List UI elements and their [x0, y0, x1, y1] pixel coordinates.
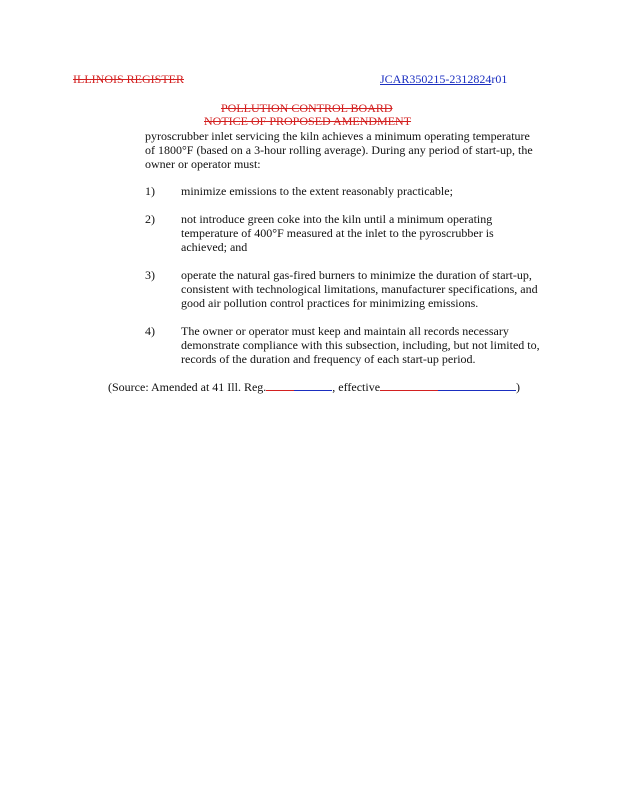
- source-prefix: (Source: Amended at 41 Ill. Reg.: [108, 380, 267, 394]
- intro-line-2: of 1800°F (based on a 3-hour rolling average). During any period of start-up, the: [145, 143, 533, 157]
- blank-underline: [294, 380, 332, 391]
- jcar-code-suffix: r01: [491, 72, 508, 86]
- register-header: ILLINOIS REGISTER: [73, 72, 184, 86]
- intro-line-3: owner or operator must:: [145, 157, 261, 171]
- source-note: [108, 380, 520, 395]
- intro-line-1: pyroscrubber inlet servicing the kiln achieves a minimum operating temperature: [145, 129, 530, 143]
- source-middle: , effective: [332, 380, 381, 394]
- blank-underline: [266, 380, 294, 391]
- item-line: consistent with technological limitations, manufacturer specifications, and: [181, 282, 538, 296]
- item-number: 1): [145, 184, 155, 198]
- item-number: 3): [145, 268, 155, 282]
- item-line: good air pollution control practices for minimizing emissions.: [181, 296, 479, 310]
- item-line: minimize emissions to the extent reasonably practicable;: [181, 184, 453, 198]
- blank-underline: [438, 380, 516, 391]
- item-line: demonstrate compliance with this subsection, including, but not limited to,: [181, 338, 540, 352]
- jcar-code-main: JCAR350215-2312824: [380, 72, 492, 86]
- item-line: records of the duration and frequency of each start-up period.: [181, 352, 476, 366]
- source-end: ): [516, 380, 521, 394]
- item-line: not introduce green coke into the kiln until a minimum operating: [181, 212, 493, 226]
- item-line: operate the natural gas-fired burners to minimize the duration of start-up,: [181, 268, 532, 282]
- jcar-code: [380, 72, 507, 87]
- item-number: 4): [145, 324, 155, 338]
- item-line: achieved; and: [181, 240, 248, 254]
- item-line: The owner or operator must keep and maintain all records necessary: [181, 324, 509, 338]
- blank-underline: [380, 380, 438, 391]
- item-line: temperature of 400°F measured at the inlet to the pyroscrubber is: [181, 226, 494, 240]
- agency-title: POLLUTION CONTROL BOARD: [221, 101, 393, 115]
- item-number: 2): [145, 212, 155, 226]
- notice-title: NOTICE OF PROPOSED AMENDMENT: [204, 114, 412, 128]
